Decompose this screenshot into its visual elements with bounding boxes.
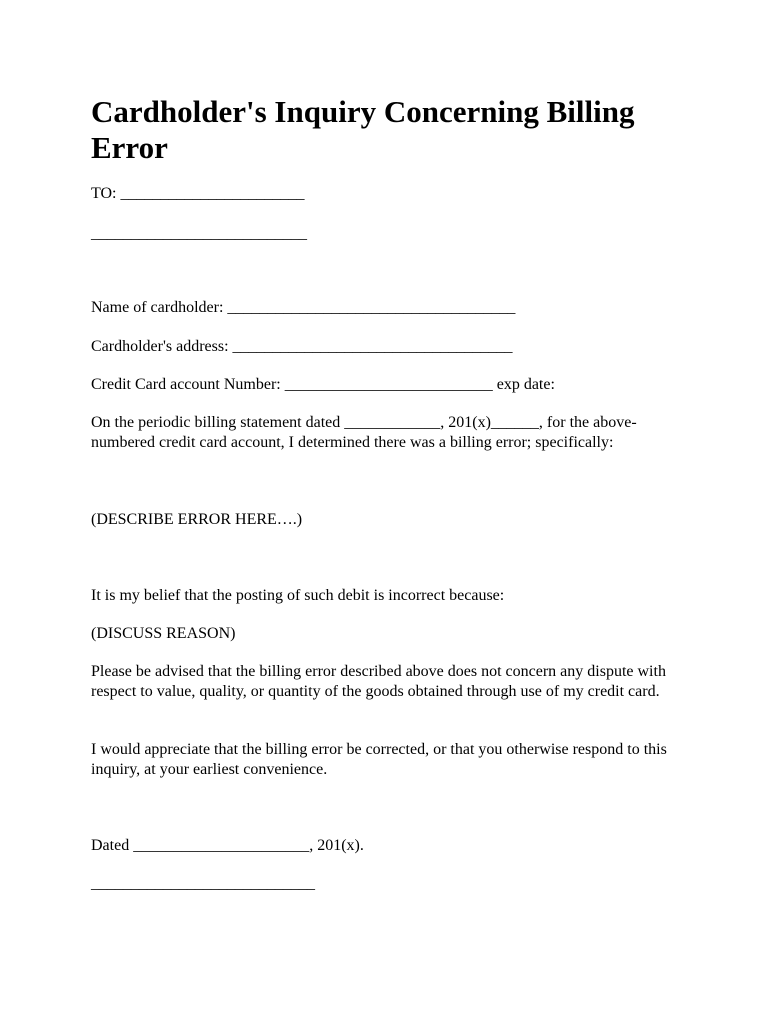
cardholder-address-line: Cardholder's address: ___________________________________: [91, 338, 513, 355]
signature-line: ____________________________: [91, 875, 315, 892]
cardholder-name-line: Name of cardholder: ____________________________________: [91, 299, 516, 316]
to-blank-line: ___________________________: [91, 225, 307, 242]
describe-error-placeholder: (DESCRIBE ERROR HERE….): [91, 511, 303, 528]
account-number-line: Credit Card account Number: __________________________ exp date:: [91, 376, 555, 393]
belief-line: It is my belief that the posting of such debit is incorrect because:: [91, 587, 505, 604]
page-title: Cardholder's Inquiry Concerning Billing Error: [91, 94, 635, 165]
to-line: TO: _______________________: [91, 185, 305, 202]
statement-paragraph: On the periodic billing statement dated ____________, 201(x)______, for the above-numbered credit card account, I determined there was a billing error; specifically:: [91, 414, 637, 451]
dated-line: Dated ______________________, 201(x).: [91, 837, 364, 854]
discuss-reason-placeholder: (DISCUSS REASON): [91, 625, 236, 642]
advised-paragraph: Please be advised that the billing error described above does not concern any dispute with respect to value, quality, or quantity of the goods obtained through use of my credit card.: [91, 663, 666, 700]
appreciate-paragraph: I would appreciate that the billing error be corrected, or that you otherwise respond to this inquiry, at your earliest convenience.: [91, 741, 667, 778]
